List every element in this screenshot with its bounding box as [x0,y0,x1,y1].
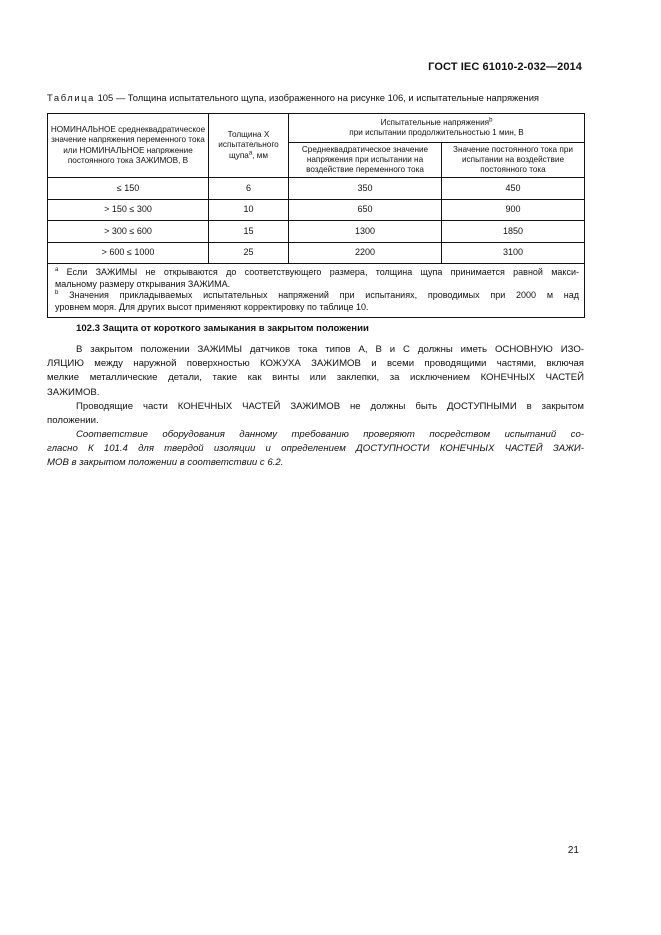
header-dc-voltage: Значение постоянного тока при испытании на воздействие постоянного тока [442,143,585,178]
header-probe-thickness [209,114,289,178]
table-caption-label: Таблица [47,92,95,103]
cell-thickness: 10 [209,199,289,221]
cell-thickness: 15 [209,221,289,243]
paragraph-2 [47,400,584,428]
footnote-a-mark: a [55,267,59,273]
footnotes-cell [48,264,585,318]
cell-voltage: > 600 ≤ 1000 [48,242,209,264]
cell-ac: 1300 [289,221,442,243]
paragraph-line: гласно К 101.4 для твердой изоляции и определением ДОСТУПНОСТИ КОНЕЧНЫХ ЧАСТЕЙ ЗАЖИ- [47,443,584,455]
section-title: 102.3 Защита от короткого замыкания в закрытом положении [76,323,369,334]
footnote-b-line2: уровнем моря. Для других высот применяют корректировку по таблице 10. [55,302,369,313]
header-test-voltages-text: Испытательные напряжения [380,117,490,127]
table-row [48,242,585,264]
table-caption [47,92,587,103]
table-row [48,199,585,221]
header-rated-voltage: НОМИНАЛЬНОЕ среднеквадратическое значение напряжения переменного тока или НОМИНАЛЬНОЕ напряжение постоянного тока ЗАЖИМОВ, В [48,114,209,178]
cell-ac: 350 [289,178,442,200]
footnote-b-mark: b [55,290,59,297]
paragraph-line: Соответствие оборудования данному требованию проверяют посредством испытаний со- [76,429,584,440]
paragraph-line: МОВ в закрытом положении в соответствии с 6.2. [47,457,284,469]
table-row [48,221,585,243]
paragraph-3-compliance [47,428,584,471]
paragraph-line: ЗАЖИМОВ. [47,386,100,398]
header-test-duration: при испытании продолжительностью 1 мин, В [349,128,524,137]
paragraph-1 [47,343,584,400]
paragraph-line: В закрытом положении ЗАЖИМЫ датчиков тока типов А, В и С должны иметь ОСНОВНУЮ ИЗО- [76,344,584,355]
header-thickness-text: Толщина X испытательного щупа [218,130,279,160]
test-probe-table [47,113,585,318]
cell-thickness: 25 [209,242,289,264]
paragraph-line: положении. [47,415,99,427]
cell-voltage: > 150 ≤ 300 [48,199,209,221]
page-number: 21 [567,845,579,856]
footnote-b-text1: Значения прикладываемых испытательных напряжений при испытаниях, проводимых при 2000 м над [58,290,579,301]
footnote-a-text1: Если ЗАЖИМЫ не открываются до соответствующего размера, толщина щупа принимается равной макси- [58,267,579,277]
footnote-mark-a: a [248,149,253,156]
paragraph-line: ЛЯЦИЮ между наружной поверхностью КОЖУХА ЗАЖИМОВ и всеми проводящими частями, включая [47,358,584,370]
table-row [48,178,585,200]
cell-voltage: ≤ 150 [48,178,209,200]
footnote-b-line1 [55,290,579,302]
table-footnotes [48,264,585,318]
cell-dc: 3100 [442,242,585,264]
header-test-voltages [289,114,585,143]
cell-ac: 650 [289,199,442,221]
paragraph-line: Проводящие части КОНЕЧНЫХ ЧАСТЕЙ ЗАЖИМОВ не должны быть ДОСТУПНЫМИ в закрытом [76,401,584,412]
document-header: ГОСТ IEC 61010-2-032—2014 [428,61,582,73]
table-caption-text: 105 — Толщина испытательного щупа, изображенного на рисунке 106, и испытательные напряжения [94,92,540,103]
footnote-a-line1 [55,267,579,279]
header-thickness-unit: , мм [252,150,269,160]
cell-voltage: > 300 ≤ 600 [48,221,209,243]
paragraph-line: мелкие металлические детали, такие как винты или заклепки, за исключением КОНЕЧНЫХ ЧАСТЕЙ [47,372,584,384]
cell-dc: 900 [442,199,585,221]
header-ac-voltage: Среднеквадратическое значение напряжения при испытании на воздействие переменного тока [289,143,442,178]
footnote-mark-b: b [489,117,493,124]
cell-thickness: 6 [209,178,289,200]
cell-dc: 1850 [442,221,585,243]
cell-ac: 2200 [289,242,442,264]
footnote-a-line2: мальному размеру открывания ЗАЖИМА. [55,278,231,289]
cell-dc: 450 [442,178,585,200]
